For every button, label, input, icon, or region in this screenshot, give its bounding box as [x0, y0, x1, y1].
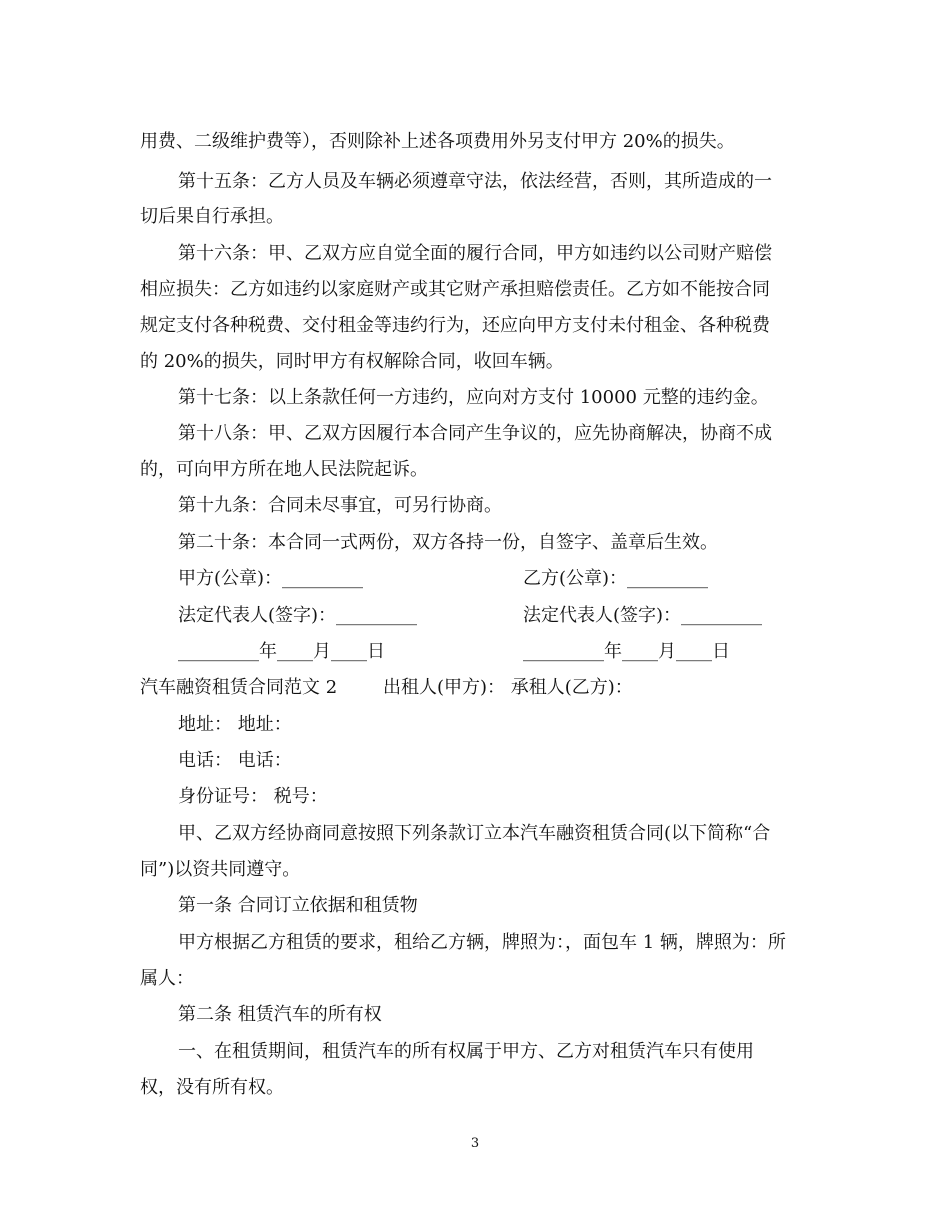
article-18-line-1: 第十八条：甲、乙双方因履行本合同产生争议的，应先协商解决，协商不成 — [178, 423, 772, 444]
party-a-representative: 法定代表人(签字)：_________ — [178, 605, 418, 626]
id-line: 身份证号： 税号： — [178, 786, 328, 807]
page-number: 3 — [470, 1136, 480, 1151]
article-16-line-4: 的 20%的损失，同时甲方有权解除合同，收回车辆。 — [140, 351, 564, 372]
article-2-title: 第二条 租赁汽车的所有权 — [178, 1004, 382, 1025]
second-contract-heading: 汽车融资租赁合同范文 2 出租人(甲方)： 承租人(乙方)： — [140, 677, 633, 698]
party-b-representative: 法定代表人(签字)：_________ — [523, 605, 763, 626]
text-line: 用费、二级维护费等），否则除补上述各项费用外另支付甲方 20%的损失。 — [140, 131, 735, 152]
article-15-line-2: 切后果自行承担。 — [140, 206, 284, 227]
article-16-line-2: 相应损失：乙方如违约以家庭财产或其它财产承担赔偿责任。乙方如不能按合同 — [140, 279, 770, 300]
article-19-line: 第十九条：合同未尽事宜，可另行协商。 — [178, 495, 502, 516]
article-16-line-1: 第十六条：甲、乙双方应自觉全面的履行合同，甲方如违约以公司财产赔偿 — [178, 243, 772, 264]
article-15-line-1: 第十五条：乙方人员及车辆必须遵章守法，依法经营，否则，其所造成的一 — [178, 171, 772, 192]
phone-line: 电话： 电话： — [178, 750, 292, 771]
article-1-body-line-1: 甲方根据乙方租赁的要求，租给乙方辆，牌照为：，面包车 1 辆，牌照为：所 — [178, 932, 786, 953]
article-16-line-3: 规定支付各种税费、交付租金等违约行为，还应向甲方支付未付租金、各种税费 — [140, 315, 770, 336]
intro-line-1: 甲、乙双方经协商同意按照下列条款订立本汽车融资租赁合同(以下简称“合 — [178, 823, 771, 844]
article-1-body-line-2: 属人： — [140, 968, 194, 989]
party-a-seal: 甲方(公章)：_________ — [178, 568, 364, 589]
article-17-line: 第十七条：以上条款任何一方违约，应向对方支付 10000 元整的违约金。 — [178, 387, 769, 408]
article-2-body-line-2: 权，没有所有权。 — [140, 1077, 284, 1098]
article-1-title: 第一条 合同订立依据和租赁物 — [178, 895, 418, 916]
article-18-line-2: 的，可向甲方所在地人民法院起诉。 — [140, 459, 428, 480]
party-a-date: _________年____月____日 — [178, 641, 385, 662]
article-2-body-line-1: 一、在租赁期间，租赁汽车的所有权属于甲方、乙方对租赁汽车只有使用 — [178, 1041, 754, 1062]
article-20-line: 第二十条：本合同一式两份，双方各持一份，自签字、盖章后生效。 — [178, 532, 718, 553]
party-b-seal: 乙方(公章)：_________ — [523, 568, 709, 589]
party-b-date: _________年____月____日 — [523, 641, 730, 662]
address-line: 地址： 地址： — [178, 714, 292, 735]
intro-line-2: 同”)以资共同遵守。 — [140, 859, 301, 880]
